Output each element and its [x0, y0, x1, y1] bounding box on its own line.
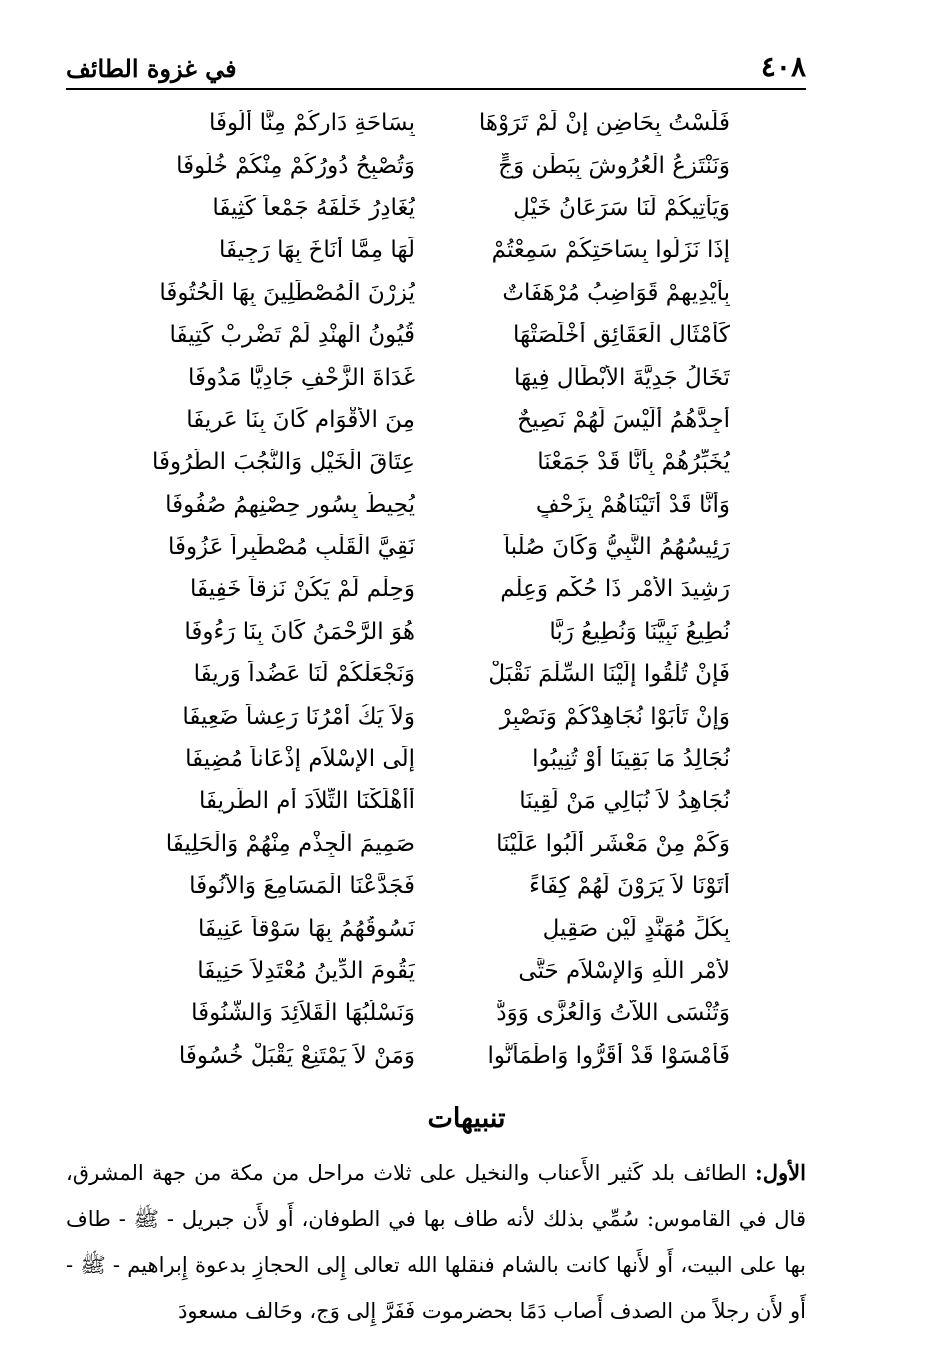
verse-first-hemistich: يُخَبِّرُهُمْ بِأَنَّا قَدْ جَمَعْنَا	[537, 449, 730, 476]
page-header	[66, 48, 806, 90]
verse-second-hemistich: وَحِلْمٍ لَمْ يَكُنْ نَزِقاً خَفِيفَا	[190, 576, 415, 603]
verse	[130, 441, 730, 483]
verse	[130, 526, 730, 568]
verse	[130, 695, 730, 737]
verse-first-hemistich: وَنَنْتَزِعُ الْعُرُوشَ بِبَطْنِ وَجٍّ	[498, 152, 730, 179]
verse	[130, 272, 730, 314]
verse-second-hemistich: يُغَادِرُ خَلْفَهُ جَمْعاً كَثِيفَا	[212, 194, 415, 221]
note-text: الطائف بلد كَثير الأَعناب والنخيل على ثلاث مراحل من مكة من جهة المشرق، قال في القاموس: سُمِّي بذلك لأنه طاف بها في الطوفان، أَو لأَن جبريل - ﷺ - طاف بها على البيت، أَو لأَنها كانت بالشام فنقلها الله تعالى إِلى الحجازِ بدعوة إِبراهيم - ﷺ - أَو لأَن رجلاً من الصدف أَصاب دَمًا بحضرموت فَفَرَّ إِلى وَج، وحَالف مسعودَ	[66, 1161, 806, 1323]
verse-first-hemistich: أَتَوْنَا لاَ يَرَوْنَ لَهُمْ كِفَاءً	[529, 873, 730, 900]
note-label: الأول:	[755, 1160, 806, 1185]
verse-second-hemistich: نَسُوقُهُمُ بِهَا سَوْقاً عَنِيفَا	[197, 915, 415, 942]
verse	[130, 484, 730, 526]
verse	[130, 314, 730, 356]
verse	[130, 653, 730, 695]
verse-second-hemistich: غَدَاةَ الزَّحْفِ جَادِيًّا مَدُوفَا	[188, 364, 415, 391]
verse-first-hemistich: فَأَمْسَوْا قَدْ أَقَرُّوا وَاطْمَأَنُّوا	[487, 1042, 730, 1069]
verse-first-hemistich: وَأَنَّا قَدْ أَتَيْنَاهُمْ بِزَحْفٍ	[535, 491, 730, 518]
verse-first-hemistich: فَإِنْ تُلْقُوا إِلَيْنَا السِّلْمَ نَقْبَلْ	[488, 661, 730, 688]
verse-second-hemistich: لَهَا مِمَّا أَنَاخَ بِهَا رَجِيفَا	[218, 237, 415, 264]
verse	[130, 865, 730, 907]
verse-second-hemistich: فَجَدَّعْنَا الْمَسَامِعَ وَالأُنُوفَا	[189, 873, 415, 900]
verse-first-hemistich: كَأَمْثَالِ الْعَقَائِقِ أَخْلَصَتْهَا	[513, 322, 730, 349]
section-title: تنبيهات	[427, 1103, 506, 1134]
verse-first-hemistich: نُطِيعُ نَبِيَّنَا وَنُطِيعُ رَبًّا	[549, 618, 730, 645]
verse-second-hemistich: وَتُصْبِحُ دُورُكُمْ مِنْكُمْ خُلُوفَا	[176, 152, 415, 179]
verse-first-hemistich: نُجَاهِدُ لاَ نُبَالِي مَنْ لَقِينَا	[519, 788, 730, 815]
verse-second-hemistich: وَمَنْ لاَ يَمْتَنِعْ يَقْبَلْ خُسُوفَا	[178, 1042, 415, 1069]
verse-first-hemistich: بِكُلِّ مُهَنَّدٍ لَيْنٍ صَقِيلٍ	[542, 915, 730, 942]
verse-first-hemistich: بِأَيْدِيهِمْ قَوَاضِبُ مُرْهَفَاتٌ	[502, 279, 730, 306]
notes-paragraph	[66, 1150, 806, 1334]
verse-second-hemistich: وَلاَ يَكُ أَمْرُنَا رَعِشاً ضَعِيفَا	[182, 703, 415, 730]
verse-second-hemistich: عِتَاقَ الْخَيْلِ وَالنُّجُبَ الطُّرُوفَا	[152, 449, 415, 476]
verse-second-hemistich: يُحِيطُ بِسُورِ حِصْنِهِمُ صُفُوفَا	[165, 491, 415, 518]
verse-first-hemistich: وَيَأْتِيكُمْ لَنَا سَرَعَانُ خَيْلٍ	[513, 194, 730, 221]
verse-second-hemistich: وَنَجْعَلْكُمْ لَنَا عَضُداً وَرِيفَا	[193, 661, 415, 688]
verse-second-hemistich: وَنَسْلُبُهَا الْقَلاَئِدَ وَالشُّنُوفَا	[191, 1000, 415, 1027]
verse-first-hemistich: لأَمْرِ اللَّهِ وَالإِسْلاَمِ حَتَّى	[518, 958, 730, 984]
verse-second-hemistich: إِلَى الإِسْلاَمِ إِذْعَاناً مُضِيفَا	[185, 746, 415, 773]
verse-first-hemistich: وَكَمْ مِنْ مَعْشَرٍ أَلَبُوا عَلَيْنَا	[496, 830, 730, 857]
verse-first-hemistich: إِذَا نَزَلُوا بِسَاحَتِكُمْ سَمِعْتُمْ	[491, 237, 730, 264]
page-number: ٤٠٨	[760, 50, 806, 83]
verse-second-hemistich: هُوَ الرَّحْمَنُ كَانَ بِنَا رَءُوفَا	[184, 618, 415, 645]
verse	[130, 611, 730, 653]
verse	[130, 399, 730, 441]
verse-first-hemistich: أَجِدَّهُمُ أَلَيْسَ لَهُمْ نَصِيحٌ	[517, 406, 730, 433]
verse-first-hemistich: نُجَالِدُ مَا بَقِينَا أَوْ تُنِيبُوا	[532, 746, 730, 773]
verse	[130, 144, 730, 186]
verse-first-hemistich: رَشِيدَ الأَمْرِ ذَا حُكْمٍ وَعِلْمٍ	[500, 576, 730, 603]
verse	[130, 356, 730, 398]
verse-second-hemistich: قُيُونُ الْهِنْدِ لَمْ تَضْرِبْ كَتِيفَا	[169, 322, 415, 349]
verse	[130, 102, 730, 144]
verse-second-hemistich: بِسَاحَةِ دَارِكُمْ مِنَّا أُلُوفَا	[209, 110, 415, 137]
verse	[130, 992, 730, 1034]
verse	[130, 1035, 730, 1077]
verse	[130, 229, 730, 271]
verse	[130, 187, 730, 229]
verse	[130, 780, 730, 822]
verse	[130, 568, 730, 610]
verse-first-hemistich: تَخَالُ جَدِيَّةَ الأَبْطَالِ فِيهَا	[514, 364, 730, 391]
running-title: في غزوة الطائف	[66, 54, 237, 83]
verse	[130, 950, 730, 992]
verse-second-hemistich: يَقُومَ الدِّينُ مُعْتَدِلاً حَنِيفَا	[197, 958, 415, 984]
verse-second-hemistich: مِنَ الأَقْوَامِ كَانَ بِنَا عَرِيفَا	[186, 406, 415, 433]
verse-first-hemistich: رَئِيسُهُمُ النَّبِيُّ وَكَانَ صُلْباً	[503, 534, 730, 561]
verse-first-hemistich: وَإِنْ تَأْبَوْا نُجَاهِدْكُمْ وَنَصْبِرْ	[499, 703, 730, 730]
verse-second-hemistich: أَأَهْلَكْنَا التِّلاَدَ أَمِ الطَّرِيفَا	[198, 788, 415, 815]
verse-first-hemistich: فَلَسْتُ بِحَاضِنٍ إِنْ لَمْ تَرَوْهَا	[478, 110, 730, 137]
verse-second-hemistich: يُزِرْنَ الْمُصْطَلِينَ بِهَا الْحُتُوفَا	[159, 279, 415, 306]
verse	[130, 823, 730, 865]
verse	[130, 738, 730, 780]
verse-second-hemistich: نَقِيَّ الْقَلْبِ مُصْطَبِراً عَزُوفَا	[167, 534, 415, 561]
verse-second-hemistich: صَمِيمَ الْجِذْمِ مِنْهُمْ وَالْحَلِيفَا	[165, 830, 415, 857]
verse	[130, 907, 730, 949]
poem	[130, 102, 730, 1077]
verse-first-hemistich: وَتُنْسَى اللاَّتُ وَالْعُزَّى وَوَدٌّ	[496, 1000, 730, 1027]
